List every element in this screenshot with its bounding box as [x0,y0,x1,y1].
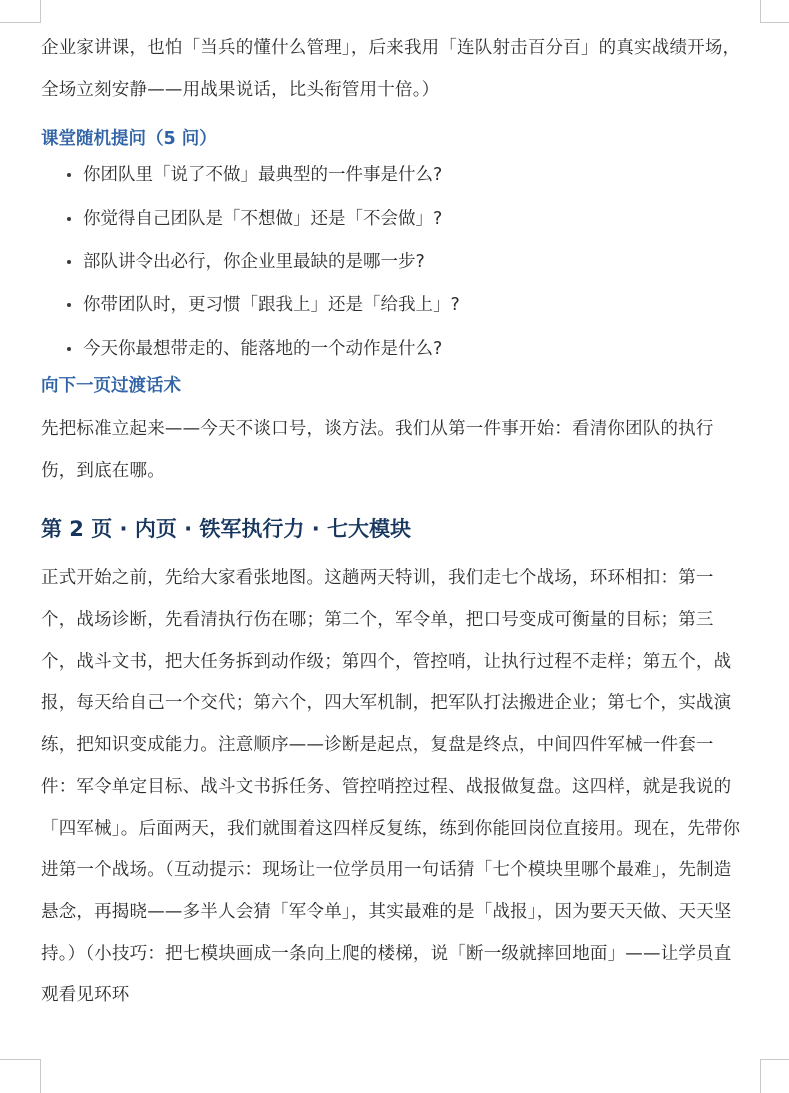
crop-mark-bottom-left [0,1059,41,1093]
bullet-icon [67,217,71,221]
list-item [41,164,741,207]
crop-mark-top-right [760,0,789,23]
question-text: 你带团队时，更习惯「跟我上」还是「给我上」? [83,295,460,316]
document-body [41,28,741,1017]
list-item [41,208,741,251]
page-2-heading: 第 2 页 · 内页 · 铁军执行力 · 七大模块 [41,517,412,542]
list-item [41,251,741,294]
questions-list [41,164,741,380]
page-2-paragraph: 正式开始之前，先给大家看张地图。这趟两天特训，我们走七个战场，环环相扣：第一个，战场诊断，先看清执行伤在哪；第二个，军令单，把口号变成可衡量的目标；第三个，战斗文书，把大任务拆到动作级；第四个，管控哨，让执行过程不走样；第五个，战报，每天给自己一个交代；第六个，四大军机制，把军队打法搬进企业；第七个，实战演练，把知识变成能力。注意顺序——诊断是起点，复盘是终点，中间四件军械一件套一件：军令单定目标、战斗文书拆任务、管控哨控过程、战报做复盘。这四样，就是我说的「四军械」。后面两天，我们就围着这四样反复练，练到你能回岗位直接用。现在，先带你进第一个战场。（互动提示：现场让一位学员用一句话猜「七个模块里哪个最难」，先制造悬念，再揭晓——多半人会猜「军令单」，其实最难的是「战报」，因为要天天做、天天坚持。）（小技巧：把七模块画成一条向上爬的楼梯，说「断一级就摔回地面」——让学员直观看见环环 [41,568,741,1006]
crop-mark-top-left [0,0,41,23]
question-text: 部队讲令出必行，你企业里最缺的是哪一步? [83,252,425,272]
question-text: 你觉得自己团队是「不想做」还是「不会做」? [83,208,443,229]
bullet-icon [67,260,71,264]
question-text: 今天你最想带走的、能落地的一个动作是什么? [83,338,443,359]
crop-mark-bottom-right [760,1059,789,1093]
question-text: 你团队里「说了不做」最典型的一件事是什么? [83,165,443,186]
questions-heading: 课堂随机提问（5 问） [41,129,217,150]
transition-paragraph: 先把标准立起来——今天不谈口号，谈方法。我们从第一件事开始：看清你团队的执行伤，到底在哪。 [41,418,714,481]
intro-paragraph-tail: 企业家讲课，也怕「当兵的懂什么管理」，后来我用「连队射击百分百」的真实战绩开场，全场立刻安静——用战果说话，比头衔管用十倍。） [41,38,741,100]
list-item [41,294,741,337]
list-item [41,338,741,381]
bullet-icon [67,347,71,351]
bullet-icon [67,173,71,177]
bullet-icon [67,303,71,307]
transition-heading: 向下一页过渡话术 [41,375,181,396]
